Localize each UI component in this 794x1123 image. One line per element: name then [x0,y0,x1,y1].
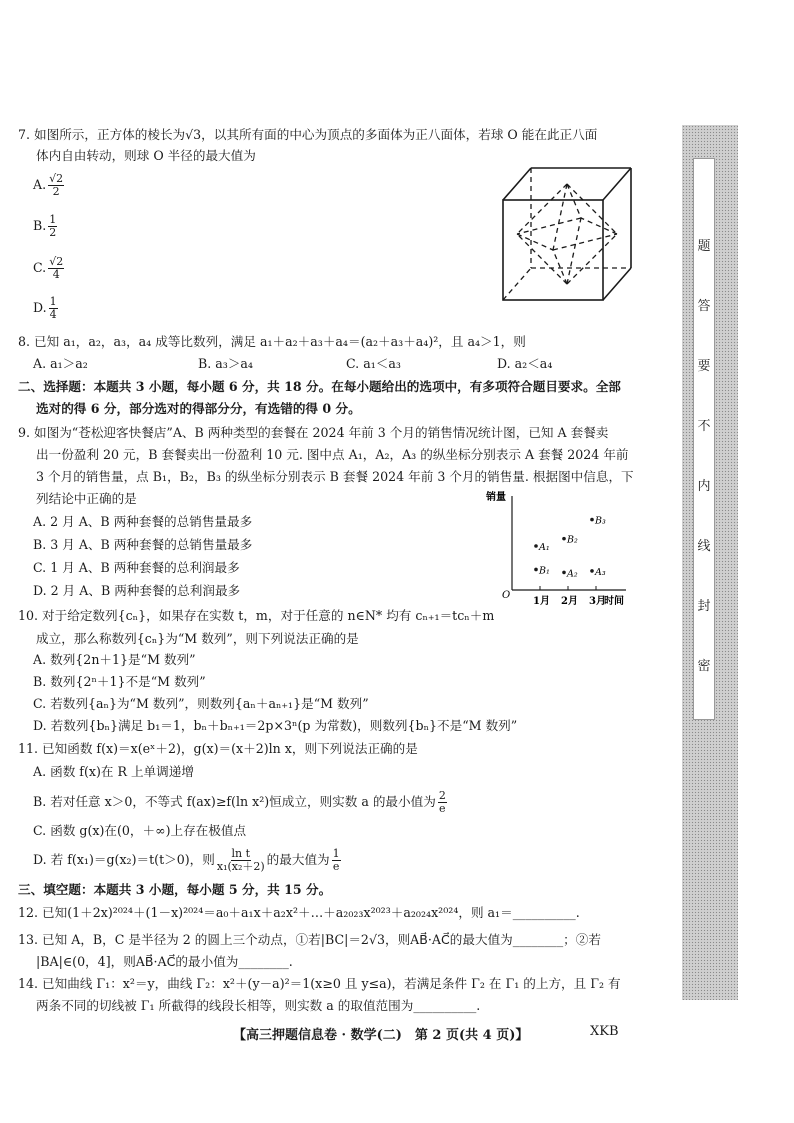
q9-sales-chart [484,488,634,610]
seal-char-5: 不 [697,419,711,434]
q10-line2: 成立，那么称数列{cₙ}为“M 数列”，则下列说法正确的是 [36,631,359,646]
q8-option-d[interactable]: D. a₂＜a₄ [497,356,553,371]
chart-point-a3 [590,569,594,573]
q7-option-c-fraction: $\frac{√2}{4}$ [49,255,64,281]
chart-xlabel: 时间 [604,596,624,607]
section2-heading-line1: 二、选择题：本题共 3 小题，每小题 6 分，共 18 分。在每小题给出的选项中，有多项符合题目要求。全部 [18,379,621,394]
q11-option-b[interactable]: B. 若对任意 x＞0，不等式 f(ax)≥f(ln x²)恒成立，则实数 a 的最小值为 $\frac{2}{e}$ [33,789,446,815]
q8-option-b[interactable]: B. a₃＞a₄ [198,356,253,371]
q11-option-d-fraction2: $\frac{1}{e}$ [332,847,340,873]
chart-point-label: B₁ [539,565,550,577]
section2-heading-line2: 选对的得 6 分，部分选对的得部分分，有选错的得 0 分。 [36,401,361,416]
seal-line-strip [693,158,715,720]
seal-char-4: 内 [697,479,711,494]
q14-line2: 两条不同的切线被 Γ₁ 所截得的线段长相等，则实数 a 的取值范围为__________. [36,998,481,1013]
seal-char-2: 封 [697,599,711,614]
q11-option-d[interactable]: D. 若 f(x₁)＝g(x₂)＝t(t＞0)，则 $\frac{\text{ln t}}{\text{x₁(x₂＋2)}}$ 的最大值为 $\frac{1}{e}$ [33,847,340,873]
q10-option-b[interactable]: B. 数列{2ⁿ＋1}不是“M 数列” [33,674,206,689]
q9-line2: 出一份盈利 20 元，B 套餐卖出一份盈利 10 元. 图中点 A₁，A₂，A₃ 的纵坐标分别表示 A 套餐 2024 年前 [36,447,629,462]
chart-x-tick-label: 3月 [589,596,606,607]
q7-option-b-fraction: $\frac{1}{2}$ [49,213,57,239]
chart-x-tick-label: 2月 [561,596,578,607]
q7-option-b[interactable]: B. $\frac{1}{2}$ [33,213,57,239]
q7-option-c[interactable]: C. $\frac{√2}{4}$ [33,255,64,281]
q11-option-c[interactable]: C. 函数 g(x)在(0，＋∞)上存在极值点 [33,823,247,838]
seal-char-3: 线 [697,539,711,554]
chart-point-label: A₂ [567,568,578,580]
q12-answer-blank[interactable]: __________. [512,905,580,920]
seal-char-6: 要 [697,359,711,374]
q8-line1: 8. 已知 a₁，a₂，a₃，a₄ 成等比数列，满足 a₁＋a₂＋a₃＋a₄＝(a₂＋a₃＋a₄)²，且 a₄＞1，则 [18,334,526,349]
chart-point-label: A₃ [595,566,606,578]
q9-option-c[interactable]: C. 1 月 A、B 两种套餐的总利润最多 [33,560,240,575]
chart-point-b1 [534,568,538,572]
q8-option-c[interactable]: C. a₁＜a₃ [346,356,401,371]
q7-line2: 体内自由转动，则球 O 半径的最大值为 [36,148,256,163]
q13-line2: |BA|∈(0，4]，则AB⃗·AC⃗的最小值为________. [36,954,293,969]
q11-option-b-fraction: $\frac{2}{e}$ [438,789,446,815]
q7-option-a-fraction: $\frac{√2}{2}$ [49,172,64,198]
chart-point-label: B₂ [567,534,578,546]
q13-line1: 13. 已知 A，B，C 是半径为 2 的圆上三个动点，①若|BC|＝2√3，则AB⃗·AC⃗的最大值为________；②若 [18,932,601,947]
q10-option-c[interactable]: C. 若数列{aₙ}为“M 数列”，则数列{aₙ＋aₙ₊₁}是“M 数列” [33,696,369,711]
q10-option-a[interactable]: A. 数列{2n＋1}是“M 数列” [33,652,196,667]
seal-char-7: 答 [697,299,711,314]
section3-heading: 三、填空题：本题共 3 小题，每小题 5 分，共 15 分。 [18,882,332,897]
chart-origin-label: O [502,590,511,601]
q10-line1: 10. 对于给定数列{cₙ}，如果存在实数 t，m，对于任意的 n∈N* 均有 cₙ₊₁＝tcₙ＋m [18,608,495,623]
chart-point-b3 [590,518,594,522]
q12-line1: 12. 已知(1＋2x)²⁰²⁴＋(1－x)²⁰²⁴＝a₀＋a₁x＋a₂x²＋…＋a₂₀₂₃x²⁰²³＋a₂₀₂₄x²⁰²⁴，则 a₁＝__________. [18,905,580,920]
chart-point-b2 [562,537,566,541]
q9-option-a[interactable]: A. 2 月 A、B 两种套餐的总销售量最多 [33,514,253,529]
q14-line1: 14. 已知曲线 Γ₁：x²＝y，曲线 Γ₂：x²＋(y－a)²＝1(x≥0 且 y≤a)，若满足条件 Γ₂ 在 Γ₁ 的上方，且 Γ₂ 有 [18,976,621,991]
page-footer-code: XKB [590,1024,619,1039]
page-footer-title: 【高三押题信息卷 · 数学(二) 第 2 页(共 4 页)】 [233,1028,529,1043]
cube-octahedron-figure [495,160,645,310]
q9-line3: 3 个月的销售量，点 B₁，B₂，B₃ 的纵坐标分别表示 B 套餐 2024 年前 3 个月的销售量. 根据图中信息，下 [36,469,634,484]
chart-point-a1 [534,544,538,548]
seal-char-8: 题 [697,239,711,254]
q11-option-a[interactable]: A. 函数 f(x)在 R 上单调递增 [33,764,194,779]
chart-x-tick-label: 1月 [533,596,550,607]
q9-option-d[interactable]: D. 2 月 A、B 两种套餐的总利润最多 [33,583,241,598]
q11-line1: 11. 已知函数 f(x)＝x(eˣ＋2)，g(x)＝(x＋2)ln x，则下列说法正确的是 [18,741,418,756]
q7-option-d[interactable]: D. $\frac{1}{4}$ [33,295,57,321]
q8-option-a[interactable]: A. a₁＞a₂ [33,356,88,371]
seal-char-1: 密 [697,659,711,674]
q10-option-d[interactable]: D. 若数列{bₙ}满足 b₁＝1，bₙ＋bₙ₊₁＝2p×3ⁿ(p 为常数)，则数列{bₙ}不是“M 数列” [33,718,518,733]
q9-line1: 9. 如图为“苍松迎客快餐店”A、B 两种类型的套餐在 2024 年前 3 个月的销售情况统计图，已知 A 套餐卖 [18,425,609,440]
q9-line4: 列结论中正确的是 [36,491,137,506]
q9-option-b[interactable]: B. 3 月 A、B 两种套餐的总销售量最多 [33,537,253,552]
chart-ylabel: 销量 [486,492,506,503]
chart-point-a2 [562,571,566,575]
q7-line1: 7. 如图所示，正方体的棱长为√3，以其所有面的中心为顶点的多面体为正八面体，若球 O 能在此正八面 [18,127,598,142]
q7-option-a[interactable]: A. $\frac{√2}{2}$ [33,172,64,198]
q11-option-d-fraction: $\frac{\text{ln t}}{\text{x₁(x₂＋2)}}$ [216,847,265,873]
chart-point-label: B₃ [595,515,606,527]
chart-point-label: A₁ [539,542,550,553]
q7-option-d-fraction: $\frac{1}{4}$ [49,295,57,321]
